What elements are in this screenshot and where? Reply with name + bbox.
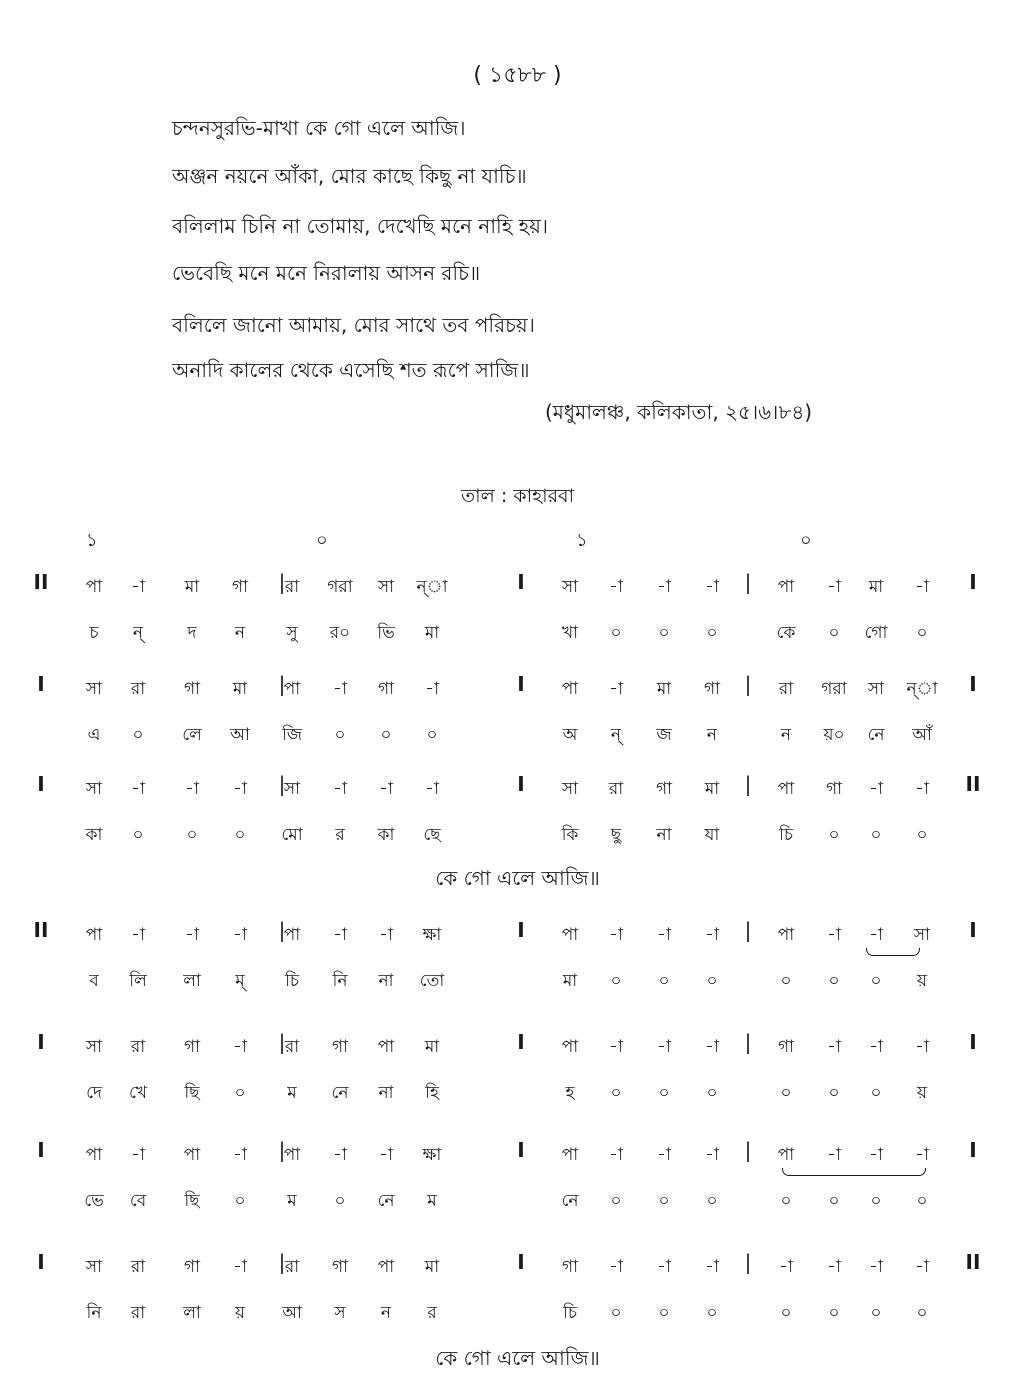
beat-separator: |: [278, 918, 286, 942]
poem-line: চন্দনসুরভি-মাখা কে গো এলে আজি।: [172, 116, 466, 140]
beat-separator: |: [278, 1138, 286, 1162]
lyric-syllable: ০: [780, 1303, 792, 1323]
swara-note: মা: [656, 679, 672, 699]
bar-line-open: I: [37, 1250, 45, 1274]
swara-note: -া: [131, 1145, 145, 1165]
swara-note: সা: [913, 925, 931, 945]
swara-note: পা: [377, 1037, 395, 1057]
lyric-syllable: ভে: [84, 1191, 104, 1211]
slur-mark: [866, 948, 920, 956]
swara-note: -া: [827, 577, 841, 597]
swara-note: -া: [779, 1257, 793, 1277]
lyric-syllable: ০: [870, 1191, 882, 1211]
lyric-syllable: আঁ: [912, 725, 932, 745]
beat-separator: |: [278, 1030, 286, 1054]
lyric-syllable: লা: [183, 971, 201, 991]
beat-separator: |: [744, 918, 752, 942]
lyric-syllable: ০: [870, 825, 882, 845]
lyric-syllable: ০: [780, 1191, 792, 1211]
swara-note: -া: [705, 925, 719, 945]
swara-note: -া: [705, 1037, 719, 1057]
swara-note: -া: [333, 679, 347, 699]
swara-note: -া: [869, 1037, 883, 1057]
beat-marker: ০: [316, 530, 328, 551]
swara-note: গা: [777, 1037, 795, 1057]
poem-line: ভেবেছি মনে মনে নিরালায় আসন রচি॥: [172, 261, 481, 285]
swara-note: সা: [561, 577, 579, 597]
taal-label: তাল : কাহারবা: [460, 485, 575, 507]
swara-note: পা: [377, 1257, 395, 1277]
lyric-syllable: ০: [828, 623, 840, 643]
swara-note: -া: [185, 925, 199, 945]
swara-note: -া: [915, 1257, 929, 1277]
swara-note: -া: [705, 1257, 719, 1277]
lyric-syllable: না: [378, 1083, 394, 1103]
lyric-syllable: ০: [828, 825, 840, 845]
beat-separator: |: [744, 672, 752, 696]
lyric-syllable: ০: [706, 1083, 718, 1103]
poem-line: বলিলাম চিনি না তোমায়, দেখেছি মনে নাহি হয়।: [172, 214, 549, 238]
lyric-syllable: আ: [282, 1303, 302, 1323]
swara-note: -া: [609, 925, 623, 945]
swara-note: সা: [85, 779, 103, 799]
swara-note: -া: [915, 577, 929, 597]
lyric-syllable: ০: [870, 1303, 882, 1323]
swara-note: রা: [284, 1257, 300, 1277]
beat-separator: I: [517, 672, 525, 696]
beat-separator: |: [744, 1138, 752, 1162]
lyric-syllable: ০: [658, 971, 670, 991]
beat-separator: I: [517, 1030, 525, 1054]
swara-note: গা: [703, 679, 721, 699]
swara-note: -া: [869, 1145, 883, 1165]
beat-separator: |: [744, 772, 752, 796]
swara-note: সা: [377, 577, 395, 597]
lyric-syllable: কা: [85, 825, 103, 845]
lyric-syllable: ০: [706, 623, 718, 643]
swara-note: -া: [131, 779, 145, 799]
swara-note: গা: [331, 1037, 349, 1057]
lyric-syllable: স: [334, 1303, 346, 1323]
lyric-syllable: ০: [870, 971, 882, 991]
swara-note: গা: [231, 577, 249, 597]
swara-note: -া: [333, 925, 347, 945]
swara-note: -া: [827, 925, 841, 945]
lyric-syllable: ন: [380, 1303, 392, 1323]
lyric-syllable: ০: [916, 825, 928, 845]
lyric-syllable: ছি: [184, 1191, 200, 1211]
lyric-syllable: ন: [780, 725, 792, 745]
swara-note: রা: [130, 1037, 146, 1057]
lyric-syllable: গো: [864, 623, 888, 643]
swara-note: -া: [657, 1257, 671, 1277]
lyric-syllable: ০: [234, 1083, 246, 1103]
lyric-syllable: ম: [287, 1191, 297, 1211]
lyric-syllable: ০: [916, 623, 928, 643]
poem-line: অঞ্জন নয়নে আঁকা, মোর কাছে কিছু না যাচি॥: [172, 164, 527, 188]
bar-line-open: I: [37, 1138, 45, 1162]
lyric-syllable: অ: [562, 725, 578, 745]
swara-note: -া: [333, 779, 347, 799]
lyric-syllable: ০: [828, 1191, 840, 1211]
beat-separator: |: [278, 772, 286, 796]
swara-note: -া: [233, 1145, 247, 1165]
beat-separator: I: [517, 570, 525, 594]
swara-note: মা: [424, 1257, 440, 1277]
swara-note: পা: [777, 1145, 795, 1165]
lyric-syllable: ছু: [610, 825, 622, 845]
lyric-syllable: র: [335, 825, 345, 845]
lyric-syllable: র: [427, 1303, 437, 1323]
lyric-syllable: হ: [565, 1083, 575, 1103]
lyric-syllable: ০: [610, 623, 622, 643]
lyric-syllable: য়: [916, 971, 927, 991]
swara-note: গা: [561, 1257, 579, 1277]
lyric-syllable: কে: [776, 623, 796, 643]
lyric-syllable: নে: [561, 1191, 579, 1211]
lyric-syllable: য়: [234, 1303, 245, 1323]
lyric-syllable: ০: [234, 825, 246, 845]
swara-note: গা: [655, 779, 673, 799]
swara-note: ক্ষা: [422, 925, 442, 945]
swara-note: পা: [561, 1145, 579, 1165]
swara-note: পা: [283, 679, 301, 699]
swara-note: ক্ষা: [422, 1145, 442, 1165]
beat-separator: I: [517, 772, 525, 796]
swara-note: -া: [915, 779, 929, 799]
lyric-syllable: বে: [129, 1191, 147, 1211]
swara-note: -া: [869, 1257, 883, 1277]
bar-line-close: I: [969, 1030, 977, 1054]
beat-separator: |: [744, 570, 752, 594]
lyric-syllable: ০: [828, 1083, 840, 1103]
swara-note: -া: [657, 1037, 671, 1057]
poem-line: অনাদি কালের থেকে এসেছি শত রূপে সাজি॥: [172, 358, 530, 382]
lyric-syllable: ০: [426, 725, 438, 745]
swara-note: মা: [184, 577, 200, 597]
swara-note: গরা: [821, 679, 847, 699]
bar-line-open: II: [33, 918, 49, 942]
lyric-syllable: নি: [332, 971, 348, 991]
lyric-syllable: হি: [425, 1083, 439, 1103]
beat-separator: |: [278, 1250, 286, 1274]
swara-note: পা: [283, 1145, 301, 1165]
lyric-syllable: নে: [331, 1083, 349, 1103]
swara-note: -া: [233, 1257, 247, 1277]
swara-note: পা: [283, 925, 301, 945]
swara-note: -া: [869, 779, 883, 799]
bar-line-open: I: [37, 772, 45, 796]
swara-note: -া: [233, 1037, 247, 1057]
swara-note: রা: [778, 679, 794, 699]
lyric-syllable: চি: [284, 971, 300, 991]
lyric-syllable: জ: [656, 725, 672, 745]
swara-note: -া: [425, 779, 439, 799]
lyric-syllable: এ: [87, 725, 101, 745]
lyric-syllable: ০: [828, 971, 840, 991]
swara-note: রা: [608, 779, 624, 799]
bar-line-close: I: [969, 570, 977, 594]
beat-separator: I: [517, 1138, 525, 1162]
lyric-syllable: কা: [377, 825, 395, 845]
swara-note: গা: [183, 1037, 201, 1057]
lyric-syllable: খে: [128, 1083, 148, 1103]
swara-note: পা: [85, 1145, 103, 1165]
lyric-syllable: ০: [380, 725, 392, 745]
swara-note: -া: [379, 1145, 393, 1165]
lyric-syllable: ০: [334, 725, 346, 745]
swara-note: -া: [425, 679, 439, 699]
refrain: কে গো এলে আজি॥: [435, 866, 600, 890]
refrain: কে গো এলে আজি॥: [435, 1346, 600, 1370]
lyric-syllable: ম: [287, 1083, 297, 1103]
lyric-syllable: ন: [706, 725, 718, 745]
bar-line-close: II: [965, 772, 981, 796]
swara-note: -া: [233, 779, 247, 799]
swara-note: পা: [777, 577, 795, 597]
lyric-syllable: ন্: [132, 623, 144, 643]
swara-note: -া: [827, 1145, 841, 1165]
swara-note: পা: [777, 779, 795, 799]
swara-note: মা: [232, 679, 248, 699]
swara-note: রা: [284, 577, 300, 597]
bar-line-close: I: [969, 918, 977, 942]
lyric-syllable: ০: [780, 971, 792, 991]
lyric-syllable: ০: [780, 1083, 792, 1103]
swara-note: -া: [705, 577, 719, 597]
swara-note: গা: [377, 679, 395, 699]
lyric-syllable: ০: [870, 1083, 882, 1103]
swara-note: -া: [233, 925, 247, 945]
slur-mark: [782, 1168, 926, 1176]
bar-line-open: I: [37, 672, 45, 696]
lyric-syllable: ০: [658, 1303, 670, 1323]
poem-line: বলিলে জানো আমায়, মোর সাথে তব পরিচয়।: [172, 313, 535, 337]
swara-note: ন্া: [416, 577, 448, 597]
lyric-syllable: না: [378, 971, 394, 991]
swara-note: -া: [827, 1257, 841, 1277]
swara-note: পা: [183, 1145, 201, 1165]
swara-note: -া: [915, 1145, 929, 1165]
beat-marker: ১: [86, 530, 98, 551]
swara-note: পা: [561, 679, 579, 699]
lyric-syllable: চি: [562, 1303, 578, 1323]
lyric-syllable: ০: [828, 1303, 840, 1323]
lyric-syllable: ০: [132, 825, 144, 845]
swara-note: গা: [331, 1257, 349, 1277]
lyric-syllable: ০: [706, 971, 718, 991]
swara-note: -া: [333, 1145, 347, 1165]
lyric-syllable: র০: [329, 623, 351, 643]
swara-note: রা: [284, 1037, 300, 1057]
swara-note: -া: [705, 1145, 719, 1165]
lyric-syllable: ন: [234, 623, 246, 643]
lyric-syllable: ০: [658, 1191, 670, 1211]
swara-note: গা: [183, 679, 201, 699]
lyric-syllable: ব: [89, 971, 99, 991]
lyric-syllable: কি: [561, 825, 579, 845]
lyric-syllable: চ: [89, 623, 99, 643]
swara-note: -া: [185, 779, 199, 799]
lyric-syllable: তো: [419, 971, 445, 991]
swara-note: সা: [85, 1037, 103, 1057]
swara-note: রা: [130, 679, 146, 699]
bar-line-open: II: [33, 570, 49, 594]
lyric-syllable: ছি: [184, 1083, 200, 1103]
lyric-syllable: মো: [281, 825, 303, 845]
swara-note: সা: [283, 779, 301, 799]
lyric-syllable: নে: [867, 725, 885, 745]
lyric-syllable: ০: [658, 623, 670, 643]
lyric-syllable: খা: [561, 623, 579, 643]
lyric-syllable: ০: [334, 1191, 346, 1211]
swara-note: মা: [704, 779, 720, 799]
swara-note: -া: [379, 925, 393, 945]
swara-note: -া: [609, 1257, 623, 1277]
lyric-syllable: নে: [377, 1191, 395, 1211]
lyric-syllable: ছে: [423, 825, 441, 845]
lyric-syllable: আ: [230, 725, 250, 745]
swara-note: রা: [130, 1257, 146, 1277]
lyric-syllable: ০: [706, 1191, 718, 1211]
swara-note: পা: [85, 925, 103, 945]
swara-note: গা: [825, 779, 843, 799]
beat-marker: ০: [800, 530, 812, 551]
swara-note: -া: [657, 1145, 671, 1165]
swara-note: -া: [609, 577, 623, 597]
lyric-syllable: ভি: [377, 623, 395, 643]
bar-line-close: I: [969, 672, 977, 696]
swara-note: -া: [657, 925, 671, 945]
swara-note: পা: [561, 1037, 579, 1057]
lyric-syllable: ০: [610, 1191, 622, 1211]
swara-note: সা: [85, 1257, 103, 1277]
lyric-syllable: ০: [610, 1083, 622, 1103]
lyric-syllable: সু: [286, 623, 298, 643]
swara-note: -া: [131, 577, 145, 597]
lyric-syllable: য়: [916, 1083, 927, 1103]
lyric-syllable: মা: [562, 971, 578, 991]
swara-note: -া: [131, 925, 145, 945]
swara-note: -া: [869, 925, 883, 945]
swara-note: সা: [561, 779, 579, 799]
lyric-syllable: ন্: [610, 725, 622, 745]
swara-note: -া: [379, 779, 393, 799]
lyric-syllable: দ: [187, 623, 197, 643]
swara-note: -া: [827, 1037, 841, 1057]
lyric-syllable: লে: [182, 725, 202, 745]
swara-note: সা: [867, 679, 885, 699]
lyric-syllable: মা: [424, 623, 440, 643]
page-number: ( ১৫৮৮ ): [473, 63, 562, 88]
lyric-syllable: নি: [86, 1303, 102, 1323]
swara-note: মা: [424, 1037, 440, 1057]
swara-note: পা: [85, 577, 103, 597]
lyric-syllable: ০: [916, 1303, 928, 1323]
lyric-syllable: ০: [186, 825, 198, 845]
swara-note: -া: [609, 1145, 623, 1165]
lyric-syllable: ০: [706, 1303, 718, 1323]
lyric-syllable: ০: [234, 1191, 246, 1211]
lyric-syllable: লি: [129, 971, 147, 991]
lyric-syllable: না: [656, 825, 672, 845]
lyric-syllable: ০: [132, 725, 144, 745]
beat-marker: ১: [576, 530, 588, 551]
beat-separator: |: [278, 570, 286, 594]
bar-line-close: II: [965, 1250, 981, 1274]
swara-note: মা: [868, 577, 884, 597]
lyric-syllable: ম: [427, 1191, 437, 1211]
lyric-syllable: চি: [778, 825, 794, 845]
swara-note: -া: [609, 679, 623, 699]
lyric-syllable: ০: [916, 1191, 928, 1211]
lyric-syllable: ০: [658, 1083, 670, 1103]
beat-separator: |: [278, 672, 286, 696]
lyric-syllable: রা: [130, 1303, 146, 1323]
bar-line-open: I: [37, 1030, 45, 1054]
swara-note: -া: [609, 1037, 623, 1057]
swara-note: গরা: [327, 577, 353, 597]
lyric-syllable: য়০: [823, 725, 845, 745]
swara-note: পা: [561, 925, 579, 945]
beat-separator: I: [517, 1250, 525, 1274]
lyric-syllable: ০: [610, 971, 622, 991]
lyric-syllable: জি: [281, 725, 303, 745]
swara-note: গা: [183, 1257, 201, 1277]
lyric-syllable: ম্: [235, 971, 245, 991]
lyric-syllable: ০: [610, 1303, 622, 1323]
bar-line-close: I: [969, 1138, 977, 1162]
poem-source: (মধুমালঞ্চ, কলিকাতা, ২৫।৬।৮৪): [545, 400, 813, 424]
swara-note: পা: [777, 925, 795, 945]
lyric-syllable: দে: [86, 1083, 102, 1103]
swara-note: -া: [915, 1037, 929, 1057]
swara-note: -া: [657, 577, 671, 597]
lyric-syllable: লা: [183, 1303, 201, 1323]
swara-note: সা: [85, 679, 103, 699]
lyric-syllable: যা: [704, 825, 720, 845]
beat-separator: |: [744, 1030, 752, 1054]
beat-separator: I: [517, 918, 525, 942]
swara-note: ন্া: [906, 679, 938, 699]
beat-separator: |: [744, 1250, 752, 1274]
